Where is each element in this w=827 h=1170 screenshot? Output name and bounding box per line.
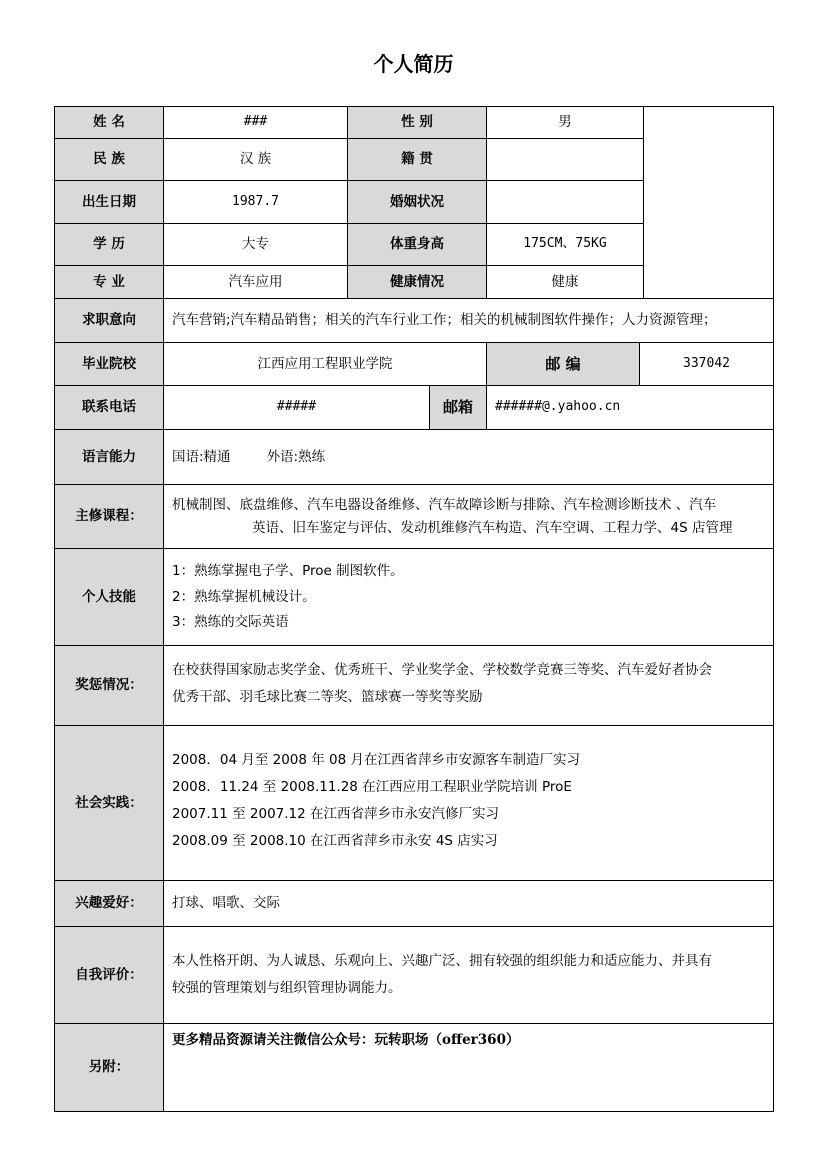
hobbies-text: 打球、唱歌、交际 [172,895,280,912]
skills-label: 个人技能 [54,548,164,646]
education-value: 大专 [163,223,348,266]
objective-label: 求职意向 [54,298,164,343]
extra-value [163,1023,774,1112]
health-label: 健康情况 [347,265,487,299]
language-line [172,449,773,466]
school-label: 毕业院校 [54,342,164,386]
school-value: 江西应用工程职业学院 [163,342,487,386]
practice-item: 2008．11.24 至 2008.11.28 在江西应用工程职业学院培训 ProE [172,778,572,795]
courses-line-1: 机械制图、底盘维修、汽车电器设备维修、汽车故障诊断与排除、汽车检测诊断技术 、汽车 [172,496,717,513]
email-label: 邮箱 [429,385,487,430]
skill-item: 2：熟练掌握机械设计。 [172,588,316,605]
skills-value [163,548,774,646]
hobbies-value [163,880,774,927]
language-value [163,429,774,485]
name-label: 姓 名 [54,106,164,139]
phone-value: ##### [163,385,430,430]
awards-label: 奖惩情况： [54,645,164,726]
practice-label: 社会实践： [54,725,164,881]
photo-box [643,106,774,299]
courses-value [163,484,774,549]
practice-item: 2008．04 月至 2008 年 08 月在江西省萍乡市安源客车制造厂实习 [172,752,581,768]
awards-line-1: 在校获得国家励志奖学金、优秀班干、学业奖学金、学校数学竞赛三等奖、汽车爱好者协会 [172,662,712,678]
courses-line-2: 英语、旧车鉴定与评估、发动机维修汽车构造、汽车空调、工程力学、4S 店管理 [252,519,733,536]
birth-date-value: 1987.7 [163,180,348,224]
self-eval-value [163,926,774,1024]
birth-date-label: 出生日期 [54,180,164,224]
objective-text: 汽车营销;汽车精品销售；相关的汽车行业工作；相关的机械制图软件操作；人力资源管理； [172,312,717,329]
gender-value: 男 [486,106,644,139]
foreign-language-level: 外语:熟练 [266,448,326,465]
page-title: 个人简历 [373,52,454,76]
education-label: 学 历 [54,223,164,266]
marital-status-label: 婚姻状况 [347,180,487,224]
extra-label: 另附： [54,1023,164,1112]
practice-item: 2007.11 至 2007.12 在江西省萍乡市永安汽修厂实习 [172,805,500,822]
health-value: 健康 [486,265,644,299]
major-label: 专 业 [54,265,164,299]
zip-value: 337042 [639,342,774,386]
extra-text: 更多精品资源请关注微信公众号：玩转职场（offer360） [172,1032,520,1048]
mandarin-level: 国语:精通 [172,448,231,465]
practice-value [163,725,774,881]
height-weight-value: 175CM、75KG [486,223,644,266]
awards-line-2: 优秀干部、羽毛球比赛二等奖、篮球赛一等奖等奖励 [172,688,483,705]
gender-label: 性 别 [347,106,487,139]
native-place-label: 籍 贯 [347,138,487,181]
self-eval-label: 自我评价： [54,926,164,1024]
skill-item: 1：熟练掌握电子学、Proe 制图软件。 [172,562,404,579]
self-eval-line-1: 本人性格开朗、为人诚恳、乐观向上、兴趣广泛、拥有较强的组织能力和适应能力、并具有 [172,953,712,969]
objective-value [163,298,774,343]
ethnicity-value: 汉 族 [163,138,348,181]
skill-item: 3：熟练的交际英语 [172,614,289,631]
height-weight-label: 体重身高 [347,223,487,266]
hobbies-label: 兴趣爱好： [54,880,164,927]
awards-value [163,645,774,726]
language-label: 语言能力 [54,429,164,485]
name-value: ### [163,106,348,139]
native-place-value [486,138,644,181]
ethnicity-label: 民 族 [54,138,164,181]
courses-label: 主修课程： [54,484,164,549]
practice-item: 2008.09 至 2008.10 在江西省萍乡市永安 4S 店实习 [172,832,498,849]
marital-status-value [486,180,644,224]
self-eval-line-2: 较强的管理策划与组织管理协调能力。 [172,979,402,996]
major-value: 汽车应用 [163,265,348,299]
phone-label: 联系电话 [54,385,164,430]
zip-label: 邮 编 [486,342,640,386]
email-text: ######@.yahoo.cn [495,399,621,415]
email-value [486,385,774,430]
